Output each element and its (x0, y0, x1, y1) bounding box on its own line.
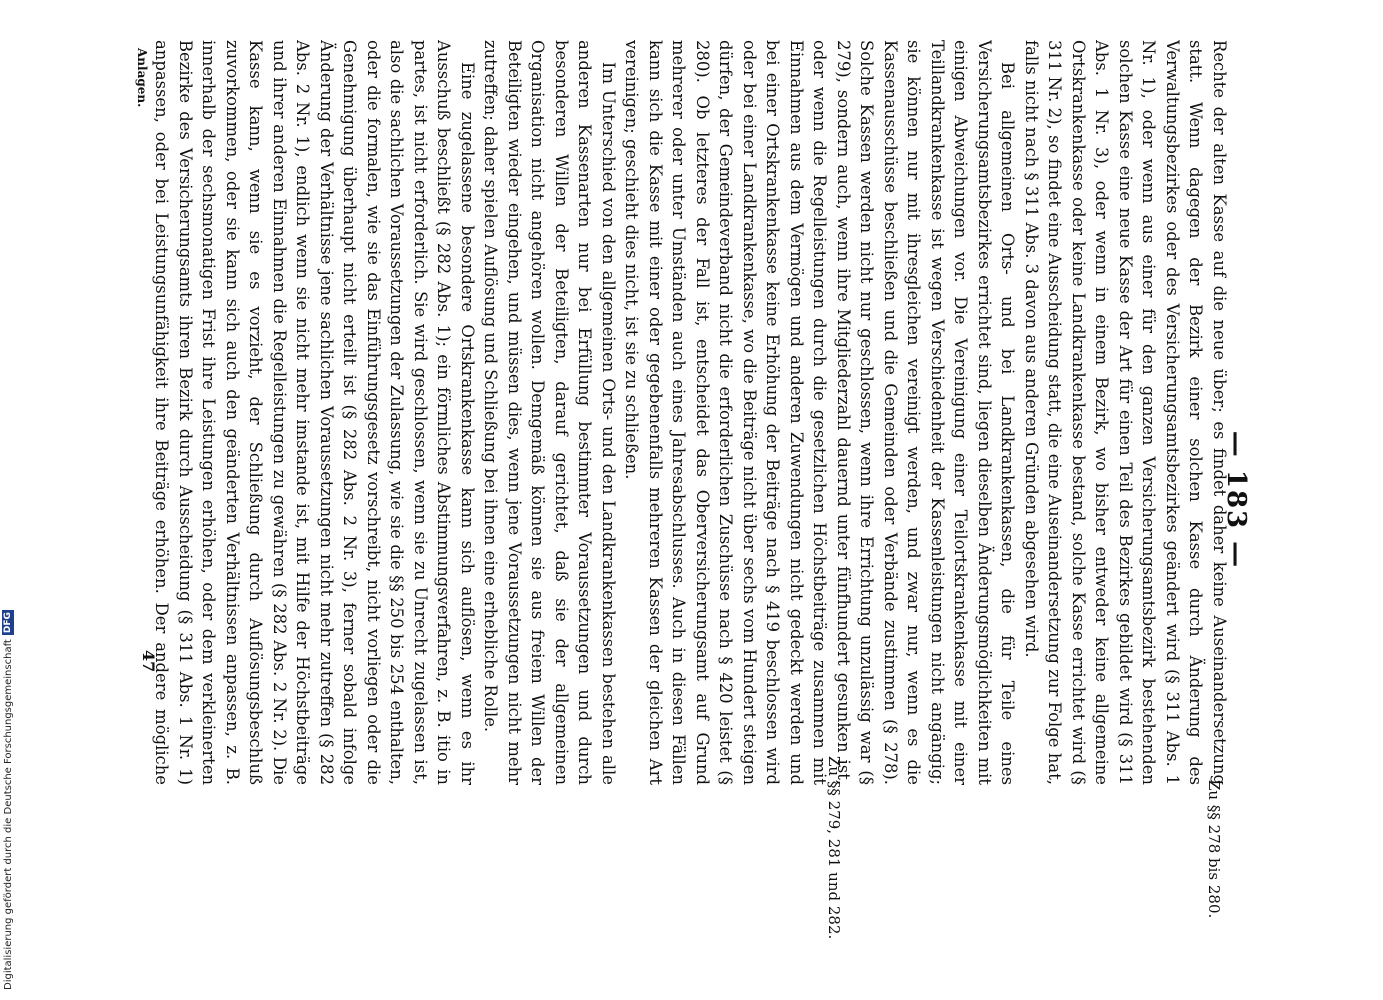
paragraph: Im Unterschied von den allgemeinen Orts- und den Landkrankenkassen bestehen alle anderen Kassenarten nur bei Erfüllung bestimmter Voraussetzungen und durch besonderen Willen der Beteiligten, darauf gerichtet, daß sie der allgemeinen Organisation nicht angehören wollen. Demgemäß können sie aus freiem Willen der Beteiligten wieder eingehen, und müssen dies, wenn jene Voraussetzungen nicht mehr zutreffen; daher spielen Auflösung und Schließung bei ihnen eine erhebliche Rolle. (481, 40, 618, 785)
paragraph: Bei allgemeinen Orts- und bei Landkrankenkassen, die für Teile eines Versicherungsamtsbezirkes errichtet sind, liegen dieselben Änderungsmöglichkeiten mit einigen Abweichungen vor. Die Vereinigung einer Teilortskrankenkasse mit einer Teillandkrankenkasse ist wegen Verschiedenheit der Kassenleistungen nicht angängig; sie können nur mit ihresgleichen vereinigt werden, und zwar nur, wenn es die Kassenausschüsse beschließen und die Gemeinden oder Verbände zustimmen (§ 278). Solche Kassen werden nicht nur geschlossen, wenn ihre Errichtung unzulässig war (§ 279), sondern auch, wenn ihre Mitgliederzahl dauernd unter fünfhundert gesunken ist, oder wenn die Regelleistungen durch die gesetzlichen Höchstbeiträge zusammen mit Einnahmen aus dem Vermögen und anderen Zuwendungen nicht gedeckt werden und bei einer Ortskrankenkasse keine Erhöhung der Beiträge nach § 419 beschlossen wird oder bei einer Landkrankenkasse, wo die Beiträge nicht über sechs vom Hundert steigen dürfen, der Gemeindeverband nicht die erforderlichen Zuschüsse nach § 420 leistet (§ 280). Ob letzteres der Fall ist, entscheidet das Oberversicherungsamt auf Grund mehrerer oder unter Umständen auch eines Jahresabschlusses. Auch in diesen Fällen kann sich die Kasse mit einer oder gegebenenfalls mehreren Kassen der gleichen Art vereinigen; geschieht dies nicht, ist sie zu schließen. (622, 40, 1018, 785)
signature-block (134, 48, 153, 248)
signature-anlagen: Anlagen. (135, 48, 149, 108)
digitization-notice (2, 590, 16, 990)
page-number: — 183 — (1221, 430, 1251, 570)
margin-note-278-280: Zu §§ 278 bis 280. (1205, 780, 1223, 919)
body-text (151, 40, 1231, 785)
margin-note-279-282: Zu §§ 279, 281 und 282. (825, 756, 843, 940)
paragraph: Rechte der alten Kasse auf die neue über; es findet daher keine Auseinandersetzung statt. Wenn dagegen der Bezirk einer solchen Kasse durch Änderung des Verwaltungsbezirkes oder des Versicherungsamtsbezirkes geändert wird (§ 311 Abs. 1 Nr. 1), oder wenn aus einer für den ganzen Versicherungsamtsbezirk bestehenden solchen Kasse eine neue Kasse der Art für einen Teil des Bezirkes gebildet wird (§ 311 Abs. 1 Nr. 3), oder wenn in einem Bezirk, wo bisher entweder keine allgemeine Ortskrankenkasse oder keine Landkrankenkasse bestand, solche Kasse errichtet wird (§ 311 Nr. 2), so findet eine Ausscheidung statt, die eine Auseinandersetzung zur Folge hat, falls nicht nach § 311 Abs. 3 davon aus anderen Gründen abgesehen wird. (1022, 40, 1229, 785)
paragraph: Eine zugelassene besondere Ortskrankenkasse kann sich auflösen, wenn es ihr Ausschuß beschließt (§ 282 Abs. 1); ein förmliches Abstimmungsverfahren, z. B. itio in partes, ist nicht erforderlich. Sie wird geschlossen, wenn sie zu Unrecht zugelassen ist, also die sachlichen Voraussetzungen der Zulassung, wie sie die §§ 250 bis 254 enthalten, oder die formalen, wie sie das Einführungsgesetz vorschreibt, nicht vorliegen oder die Genehmigung überhaupt nicht erteilt ist (§ 282 Abs. 2 Nr. 3), ferner sobald infolge Änderung der Verhältnisse jene sachlichen Voraussetzungen nicht mehr zutreffen (§ 282 Abs. 2 Nr. 1), endlich wenn sie nicht mehr imstande ist, mit Hilfe der Höchstbeiträge und ihrer anderen Einnahmen die Regelleistungen zu gewähren (§ 282 Abs. 2 Nr. 2). Die Kasse kann, wenn sie es vorzieht, der Schließung durch Auflösungsbeschluß zuvorkommen, oder sie kann sich auch den geänderten Verhältnissen anpassen, z. B. innerhalb der sechsmonatigen Frist ihre Leistungen erhöhen, oder dem verkleinerten Bezirke des Versicherungsamts ihren Bezirk durch Ausscheidung (§ 311 Abs. 1 Nr. 1) anpassen, oder bei Leistungsunfähigkeit ihre Beiträge erhöhen. Der andere mögliche (152, 40, 477, 785)
digitization-text: Digitalisierung gefördert durch die Deutsche Forschungsgemeinschaft (3, 639, 14, 990)
signature-number: 47 (139, 650, 158, 673)
dfg-logo-icon: DFG (3, 612, 13, 634)
